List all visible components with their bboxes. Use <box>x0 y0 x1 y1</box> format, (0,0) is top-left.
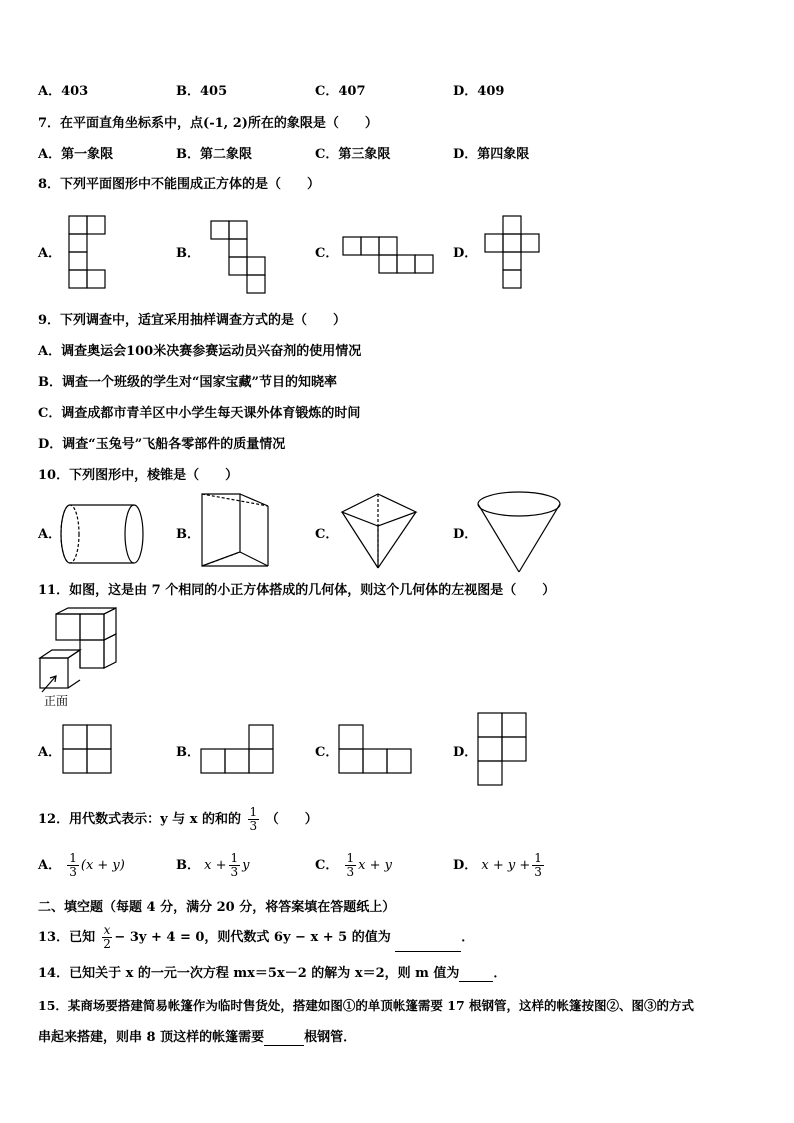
q12-a-expr: (x + y) <box>80 858 125 873</box>
q15-line-1: 15．某商场要搭建简易帐篷作为临时售货处，搭建如图①的单顶帐篷需要 17 根钢管，这样的帐篷按图②、图③的方式 <box>38 998 694 1013</box>
q7-option-b: B．第二象限 <box>176 147 252 162</box>
q15-line2-pre: 串起来搭建，则串 8 顶这样的帐篷需要 <box>38 1030 265 1045</box>
q9-option-c: C．调查成都市青羊区中小学生每天课外体育锻炼的时间 <box>38 406 361 421</box>
q12-label-c: C． <box>315 858 339 873</box>
q12-c-num: 1 <box>346 851 355 865</box>
q11-label-c: C． <box>315 745 339 760</box>
q12-d-fraction <box>532 852 544 879</box>
q10-stem: 10．下列图形中，棱锥是（ ） <box>38 468 239 483</box>
q6-option-b: B．405 <box>176 84 228 99</box>
q12-a-fraction <box>67 852 79 879</box>
q8-label-b: B． <box>176 246 200 261</box>
q13-mid: − 3y + 4 = 0，则代数式 6y − x + 5 的值为 <box>114 930 391 945</box>
q11-label-b: B． <box>176 745 200 760</box>
q11-view-c <box>338 724 416 776</box>
q11-stem: 11．如图，这是由 7 个相同的小正方体搭成的几何体，则这个几何体的左视图是（ ） <box>38 583 556 598</box>
q11-front-label: 正面 <box>44 694 69 708</box>
q13 <box>38 924 474 952</box>
q11-solid <box>36 606 126 698</box>
q10-pyramid <box>340 492 420 572</box>
q8-stem: 8．下列平面图形中不能围成正方体的是（ ） <box>38 177 321 192</box>
q12-option-b <box>176 852 250 880</box>
q9-option-a: A．调查奥运会100米决赛参赛运动员兴奋剂的使用情况 <box>38 344 362 359</box>
q7-stem: 7．在平面直角坐标系中，点(-1, 2)所在的象限是（ ） <box>38 116 378 131</box>
q10-label-d: D． <box>453 527 478 542</box>
q12-option-a <box>38 852 125 880</box>
q10-label-b: B． <box>176 527 200 542</box>
q12-c-den: 3 <box>346 865 355 879</box>
q12-b-pre: x + <box>204 858 227 873</box>
q8-net-c <box>342 236 438 276</box>
q14-post: ． <box>493 966 507 981</box>
q10-cone <box>476 490 566 576</box>
q8-net-d <box>484 215 542 291</box>
q6-option-c: C．407 <box>315 84 366 99</box>
q9-option-b: B．调查一个班级的学生对“国家宝藏”节目的知晓率 <box>38 375 337 390</box>
q12-b-post: y <box>242 858 250 873</box>
q13-frac-den: 2 <box>103 937 111 951</box>
q13-answer-blank[interactable] <box>395 939 461 952</box>
q11-view-b <box>200 724 278 776</box>
q12-label-a: A． <box>38 858 62 873</box>
q12-fraction <box>248 806 260 833</box>
q12-stem <box>38 806 318 834</box>
q10-label-c: C． <box>315 527 339 542</box>
q8-label-c: C． <box>315 246 339 261</box>
q13-fraction <box>102 924 113 951</box>
q12-option-d <box>453 852 546 880</box>
q12-d-pre: x + y + <box>481 858 531 873</box>
q12-option-c <box>315 852 392 880</box>
section-2-heading: 二、填空题（每题 4 分，满分 20 分，将答案填在答题纸上） <box>38 900 396 915</box>
q10-cylinder <box>60 503 146 565</box>
q13-frac-num: x <box>103 923 111 937</box>
q12-a-num: 1 <box>69 851 77 865</box>
q13-pre: 13．已知 <box>38 930 96 945</box>
q15-answer-blank[interactable] <box>264 1033 304 1046</box>
q13-post: ． <box>461 930 475 945</box>
q12-d-num: 1 <box>534 851 542 865</box>
q11-view-a <box>62 724 114 776</box>
q10-label-a: A． <box>38 527 62 542</box>
q12-a-den: 3 <box>69 865 77 879</box>
q8-label-a: A． <box>38 246 62 261</box>
q12-label-d: D． <box>453 858 478 873</box>
q6-option-a: A．403 <box>38 84 89 99</box>
q9-option-d: D．调查“玉兔号”飞船各零部件的质量情况 <box>38 437 286 452</box>
q7-option-a: A．第一象限 <box>38 147 114 162</box>
q8-label-d: D． <box>453 246 478 261</box>
q12-c-fraction <box>345 852 357 879</box>
q6-option-d: D．409 <box>453 84 505 99</box>
q11-label-d: D． <box>453 745 478 760</box>
q14-answer-blank[interactable] <box>459 969 493 982</box>
q7-option-c: C．第三象限 <box>315 147 391 162</box>
q9-stem: 9．下列调查中，适宜采用抽样调查方式的是（ ） <box>38 313 347 328</box>
q8-net-b <box>210 220 268 296</box>
q12-b-fraction <box>229 852 241 879</box>
q15-line2-post: 根钢管． <box>304 1030 357 1045</box>
q14-text: 14．已知关于 x 的一元一次方程 mx＝5x－2 的解为 x＝2，则 m 值为 <box>38 966 460 981</box>
q11-view-d <box>477 712 531 788</box>
q12-frac-num: 1 <box>249 805 258 819</box>
q15-line-2 <box>38 1030 356 1046</box>
q12-d-den: 3 <box>534 865 542 879</box>
q12-stem-text: 12．用代数式表示：y 与 x 的和的 <box>38 812 241 827</box>
q11-label-a: A． <box>38 745 62 760</box>
q7-option-d: D．第四象限 <box>453 147 530 162</box>
q12-label-b: B． <box>176 858 200 873</box>
q12-b-den: 3 <box>230 865 239 879</box>
q12-frac-den: 3 <box>249 819 258 833</box>
q14 <box>38 966 506 982</box>
q12-b-num: 1 <box>230 851 239 865</box>
q8-net-a <box>68 215 108 291</box>
q12-c-post: x + y <box>358 858 392 873</box>
q12-stem-paren: （ ） <box>265 812 318 827</box>
q10-prism <box>200 492 272 572</box>
